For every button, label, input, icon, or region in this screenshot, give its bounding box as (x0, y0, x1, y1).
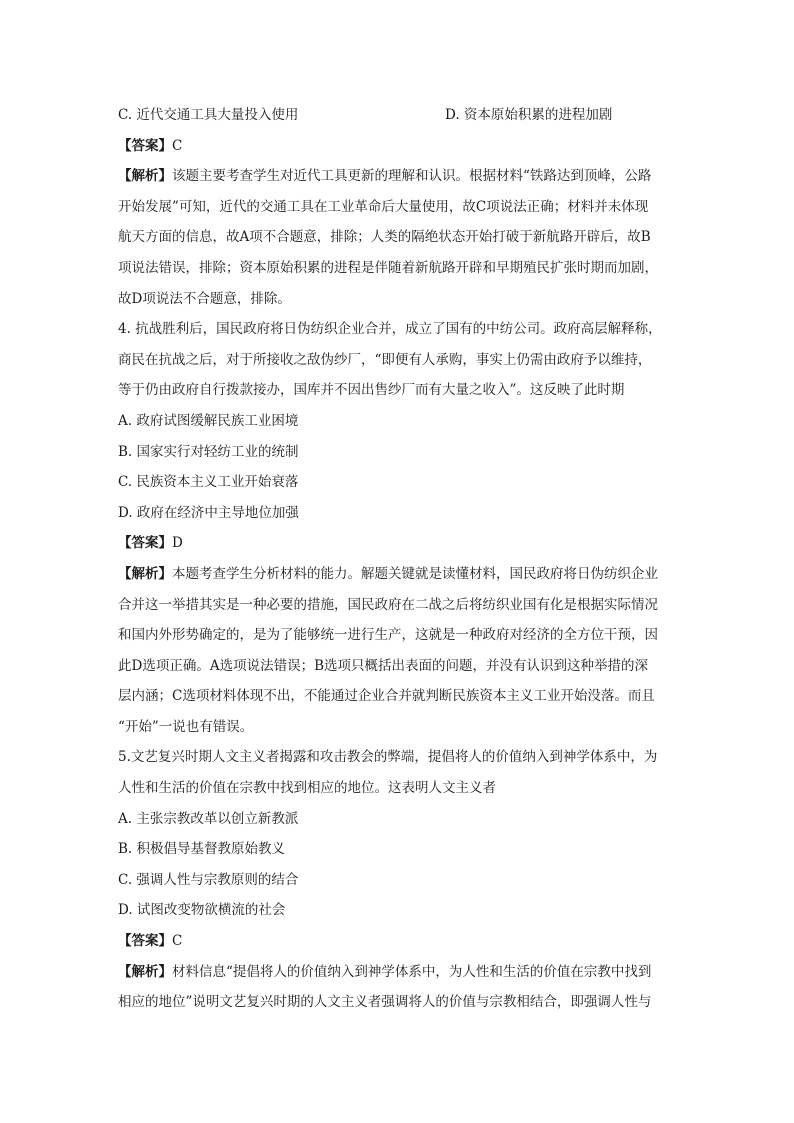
question-3-answer (118, 131, 678, 162)
question-5-analysis-line (118, 957, 678, 988)
question-3-analysis-line: 开始发展”可知，近代的交通工具在工业革命后大量使用，故C项说法正确；材料并未体现 (118, 198, 649, 215)
question-4-analysis-line: 和国内外形势确定的，是为了能够统一进行生产，这就是一种政府对经济的全方位干预，因 (118, 627, 658, 644)
question-5-option-d: D. 试图改变物欲横流的社会 (118, 902, 286, 919)
question-4-stem-line: 商民在抗战之后，对于所接收之敌伪纱厂，“即便有人承购，事实上仍需由政府予以维持， (118, 351, 652, 368)
answer-value: C (172, 137, 183, 154)
analysis-text: 材料信息“提倡将人的价值纳入到神学体系中，为人性和生活的价值在宗教中找到 (172, 963, 652, 980)
question-4-analysis-line: “开始”一说也有错误。 (118, 718, 254, 735)
question-4-option-a: A. 政府试图缓解民族工业困境 (118, 412, 299, 429)
analysis-label: 【解析】 (118, 963, 172, 980)
question-4-option-b: B. 国家实行对轻纺工业的统制 (118, 443, 299, 460)
question-4-analysis-line: 层内涵；C选项材料体现不出，不能通过企业合并就判断民族资本主义工业开始没落。而且 (118, 688, 655, 705)
question-5-answer (118, 926, 678, 957)
option-c: C. 近代交通工具大量投入使用 (118, 107, 299, 123)
question-4-option-c: C. 民族资本主义工业开始衰落 (118, 474, 299, 491)
analysis-label: 【解析】 (118, 565, 172, 582)
answer-label: 【答案】 (118, 535, 172, 552)
option-d: D. 资本原始积累的进程加剧 (445, 107, 613, 123)
question-4-stem-line: 4. 抗战胜利后，国民政府将日伪纺织企业合并，成立了国有的中纺公司。政府高层解释称， (118, 321, 662, 338)
question-5-stem-line: 人性和生活的价值在宗教中找到相应的地位。这表明人文主义者 (118, 780, 496, 797)
question-5-option-b: B. 积极倡导基督教原始教义 (118, 841, 286, 858)
analysis-text: 该题主要考查学生对近代工具更新的理解和认识。根据材料“铁路达到顶峰，公路 (172, 168, 652, 185)
question-3-analysis-line (118, 161, 678, 192)
question-5-option-a: A. 主张宗教改革以创立新教派 (118, 810, 299, 827)
question-4-answer (118, 528, 678, 559)
question-5-stem-line: 5.文艺复兴时期人文主义者揭露和攻击教会的弊端，提倡将人的价值纳入到神学体系中，为 (118, 749, 658, 766)
question-4-analysis-line: 合并这一举措其实是一种必要的措施，国民政府在二战之后将纺织业国有化是根据实际情况 (118, 596, 658, 613)
question-4-stem-line: 等于仍由政府自行拨款接办，国库并不因出售纱厂而有大量之收入”。这反映了此时期 (118, 382, 625, 399)
answer-value: C (172, 933, 183, 950)
document-page (118, 100, 678, 1018)
question-3-analysis-line: 航天方面的信息，故A项不合题意，排除；人类的隔绝状态开始打破于新航路开辟后，故B (118, 229, 651, 246)
question-5-option-c: C. 强调人性与宗教原则的结合 (118, 871, 299, 888)
analysis-text: 本题考查学生分析材料的能力。解题关键就是读懂材料，国民政府将日伪纺织企业 (172, 565, 658, 582)
question-3-options-cd (118, 100, 678, 131)
answer-label: 【答案】 (118, 933, 172, 950)
question-5-analysis-line: 相应的地位”说明文艺复兴时期的人文主义者强调将人的价值与宗教相结合，即强调人性与 (118, 994, 652, 1011)
question-3-analysis-line: 项说法错误，排除；资本原始积累的进程是伴随着新航路开辟和早期殖民扩张时期而加剧， (118, 259, 658, 276)
answer-label: 【答案】 (118, 137, 172, 154)
question-4-analysis-line (118, 559, 678, 590)
question-4-analysis-line: 此D选项正确。A选项说法错误；B选项只概括出表面的问题，并没有认识到这种举措的深 (118, 657, 648, 674)
question-4-option-d: D. 政府在经济中主导地位加强 (118, 504, 299, 521)
answer-value: D (172, 535, 183, 552)
analysis-label: 【解析】 (118, 168, 172, 185)
question-3-analysis-line: 故D项说法不合题意，排除。 (118, 290, 291, 307)
